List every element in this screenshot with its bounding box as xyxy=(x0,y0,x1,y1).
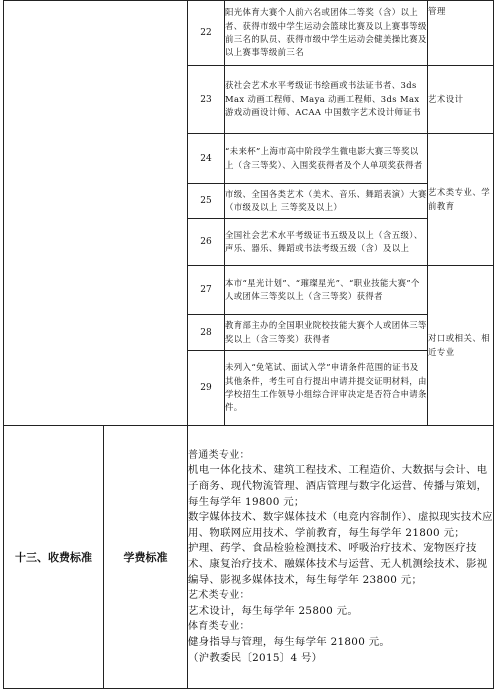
row-number: 24 xyxy=(188,134,225,184)
row-number: 27 xyxy=(188,266,225,315)
condition-text: 教育部主办的全国职业院校技能大赛个人或团体三等奖以上（含三等奖）获得者 xyxy=(225,315,428,351)
row-number: 26 xyxy=(188,219,225,266)
condition-text: 市级、全国各类艺术（美术、音乐、舞蹈表演）大赛（市级及以上 三等奖及以上） xyxy=(225,184,428,219)
condition-text: 全国社会艺术水平考级证书五级及以上（含五级）、声乐、器乐、舞蹈或书法考级五级（含）及以上 xyxy=(225,219,428,266)
condition-text: 获社会艺术水平考级证书绘画或书法证书者、3ds Max 动画工程师、Maya 动画工程师、3ds Max 游戏动画设计师、ACAA 中国数字艺术设计师证书 xyxy=(225,66,428,134)
fee-line: 健身指导与管理，每生每学年 21800 元。 xyxy=(188,635,391,648)
major-category: 对口或相关、相近专业 xyxy=(428,266,494,426)
fee-line: 护理、药学、食品检验检测技术、呼吸治疗技术、宠物医疗技术、康复治疗技术、融媒体技术与运营、无人机测绘技术、影视编导、影视多媒体技术，每生每学年 23800 元； xyxy=(188,542,488,586)
fee-section-row xyxy=(4,426,494,689)
fee-line: 体育类专业： xyxy=(188,621,250,633)
fee-line: 艺术设计，每生每学年 25800 元。 xyxy=(188,604,359,617)
major-category: 艺术类专业、学前教育 xyxy=(428,134,494,266)
row-number: 25 xyxy=(188,184,225,219)
condition-text: 未列入“免笔试、面试入学”申请条件范围的证书及其他条件，考生可自行提出申请并提交证明材料，由学校招生工作领导小组综合评审决定是否符合申请条件。 xyxy=(225,351,428,426)
fee-details xyxy=(188,426,494,689)
major-category: 管理 xyxy=(428,1,494,66)
document-page xyxy=(3,0,493,688)
fee-label: 学费标准 xyxy=(104,426,188,689)
fee-line: 普通类专业： xyxy=(188,449,250,461)
fee-line: 艺术类专业： xyxy=(188,590,250,602)
empty-left-column xyxy=(4,1,188,426)
admission-table xyxy=(3,0,494,689)
section-title: 十三、收费标准 xyxy=(4,426,104,689)
condition-text: “未来杯”上海市高中阶段学生微电影大赛三等奖以上（含三等奖）、入围奖获得者及个人单项奖获得者 xyxy=(225,134,428,184)
row-number: 22 xyxy=(188,1,225,66)
table-row xyxy=(4,1,494,66)
fee-line: 数字媒体技术、数字媒体技术（电竞内容制作）、虚拟现实技术应用、物联网应用技术、学前教育，每生每学年 21800 元； xyxy=(188,511,493,539)
major-category: 艺术设计 xyxy=(428,66,494,134)
condition-text: 阳光体育大赛个人前六名或团体二等奖（含）以上者、获得市级中学生运动会篮球比赛及以上赛事等级前三名的队员、获得市级中学生运动会健美操比赛及以上赛事等级前三名 xyxy=(225,1,428,66)
fee-line: 机电一体化技术、建筑工程技术、工程造价、大数据与会计、电子商务、现代物流管理、酒店管理与数字化运营、传播与策划，每生每学年 19800 元； xyxy=(188,464,488,508)
row-number: 29 xyxy=(188,351,225,426)
fee-line: （沪教委民〔2015〕4 号） xyxy=(188,651,323,664)
row-number: 28 xyxy=(188,315,225,351)
row-number: 23 xyxy=(188,66,225,134)
condition-text: 本市“星光计划”、“璀璨星光”、“职业技能大赛”个人或团体三等奖以上（含三等奖）获得者 xyxy=(225,266,428,315)
